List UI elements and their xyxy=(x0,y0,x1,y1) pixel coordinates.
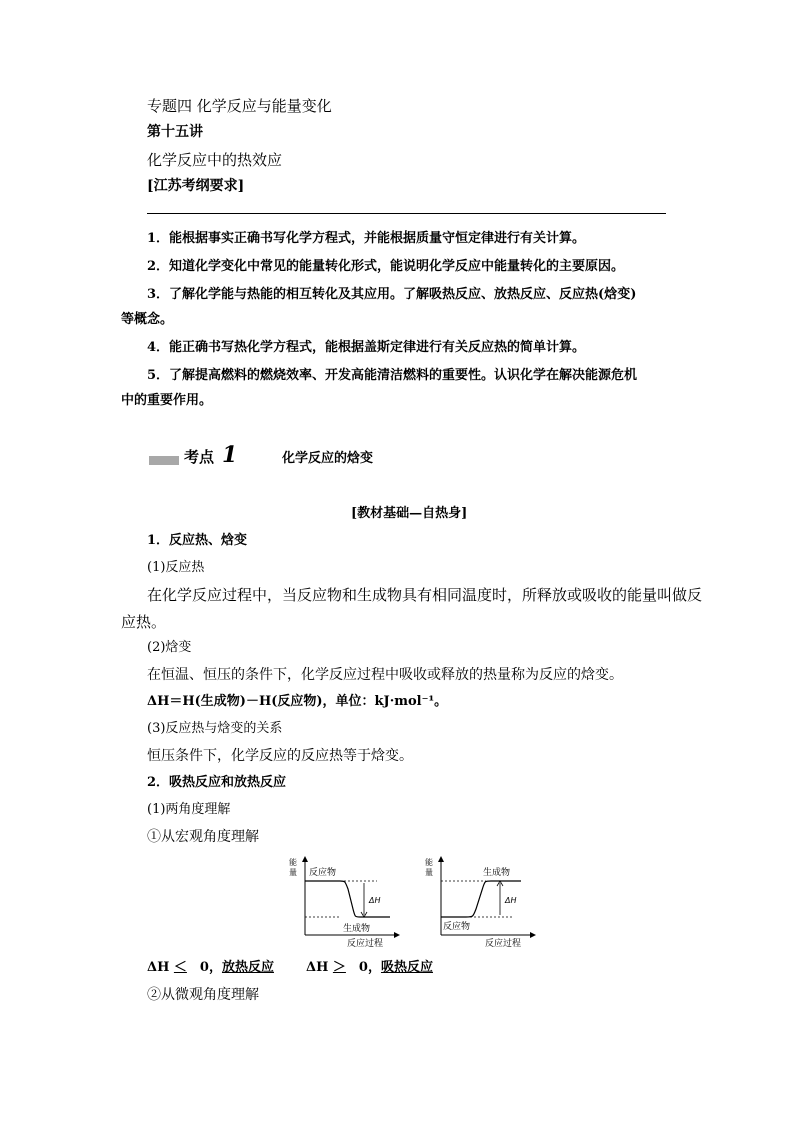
subsection-heading: (2)焓变 xyxy=(147,640,192,655)
formula-line: ΔH＝H(生成物)－H(反应物)，单位：kJ·mol⁻¹。 xyxy=(147,694,448,709)
subsection-heading: 1．反应热、焓变 xyxy=(147,533,248,548)
fill-prefix: ΔH xyxy=(306,960,333,975)
requirement-item-cont: 中的重要作用。 xyxy=(121,393,213,408)
section-heading: [教材基础—自热身] xyxy=(351,506,468,521)
paragraph: 在化学反应过程中，当反应物和生成物具有相同温度时，所释放或吸收的能量叫做反 xyxy=(147,586,703,604)
exothermic-energy-diagram xyxy=(285,853,405,948)
requirement-item: 1．能根据事实正确书写化学方程式，并能根据质量守恒定律进行有关计算。 xyxy=(147,231,586,246)
divider-line xyxy=(147,213,666,214)
fill-blank-answer: ＜ xyxy=(173,960,187,975)
lecture-number: 第十五讲 xyxy=(147,124,203,140)
lower-label: 生成物 xyxy=(343,924,371,934)
subsection-heading: ②从微观角度理解 xyxy=(147,987,259,1003)
y-axis-label-char: 能 xyxy=(289,858,297,867)
delta-h-label: ΔH xyxy=(505,896,517,905)
x-axis-label: 反应过程 xyxy=(347,939,384,948)
subsection-heading: (1)两角度理解 xyxy=(147,802,231,817)
kaodian-bar xyxy=(149,456,179,465)
subsection-heading: ①从宏观角度理解 xyxy=(147,829,259,845)
requirements-label: [江苏考纲要求] xyxy=(147,178,245,194)
requirement-item: 2．知道化学变化中常见的能量转化形式，能说明化学反应中能量转化的主要原因。 xyxy=(147,259,625,274)
requirement-item: 5．了解提高燃料的燃烧效率、开发高能清洁燃料的重要性。认识化学在解决能源危机 xyxy=(147,368,638,383)
requirement-item: 4．能正确书写热化学方程式，能根据盖斯定律进行有关反应热的简单计算。 xyxy=(147,340,586,355)
fill-answer: 吸热反应 xyxy=(380,960,433,975)
fill-in-endothermic xyxy=(306,960,433,976)
fill-answer: 放热反应 xyxy=(221,960,274,975)
subsection-heading: (1)反应热 xyxy=(147,560,205,575)
paragraph-cont: 应热。 xyxy=(121,613,167,631)
kaodian-number: 1 xyxy=(222,442,238,468)
subsection-heading: 2．吸热反应和放热反应 xyxy=(147,775,287,790)
requirement-item-cont: 等概念。 xyxy=(121,312,174,327)
delta-h-label: ΔH xyxy=(369,896,381,905)
y-axis-label-char: 量 xyxy=(425,868,433,877)
paragraph: 在恒温、恒压的条件下，化学反应过程中吸收或释放的热量称为反应的焓变。 xyxy=(147,667,623,683)
fill-in-exothermic xyxy=(147,960,274,976)
requirement-item: 3．了解化学能与热能的相互转化及其应用。了解吸热反应、放热反应、反应热(焓变) xyxy=(147,287,637,302)
fill-mid: 0， xyxy=(345,960,381,975)
upper-label: 反应物 xyxy=(309,868,337,878)
lower-label: 反应物 xyxy=(443,922,471,932)
y-axis-label-char: 能 xyxy=(425,858,433,867)
paragraph: 恒压条件下，化学反应的反应热等于焓变。 xyxy=(147,748,413,764)
y-axis-label-char: 量 xyxy=(289,868,297,877)
kaodian-title: 化学反应的焓变 xyxy=(282,451,374,466)
fill-mid: 0， xyxy=(186,960,222,975)
kaodian-label: 考点 xyxy=(184,448,215,466)
fill-blank-answer: ＞ xyxy=(332,960,346,975)
x-axis-label: 反应过程 xyxy=(485,939,522,948)
upper-label: 生成物 xyxy=(483,868,511,878)
lecture-title: 化学反应中的热效应 xyxy=(147,151,283,169)
topic-title: 专题四 化学反应与能量变化 xyxy=(147,97,332,115)
fill-prefix: ΔH xyxy=(147,960,174,975)
endothermic-energy-diagram xyxy=(421,853,541,948)
subsection-heading: (3)反应热与焓变的关系 xyxy=(147,721,283,736)
